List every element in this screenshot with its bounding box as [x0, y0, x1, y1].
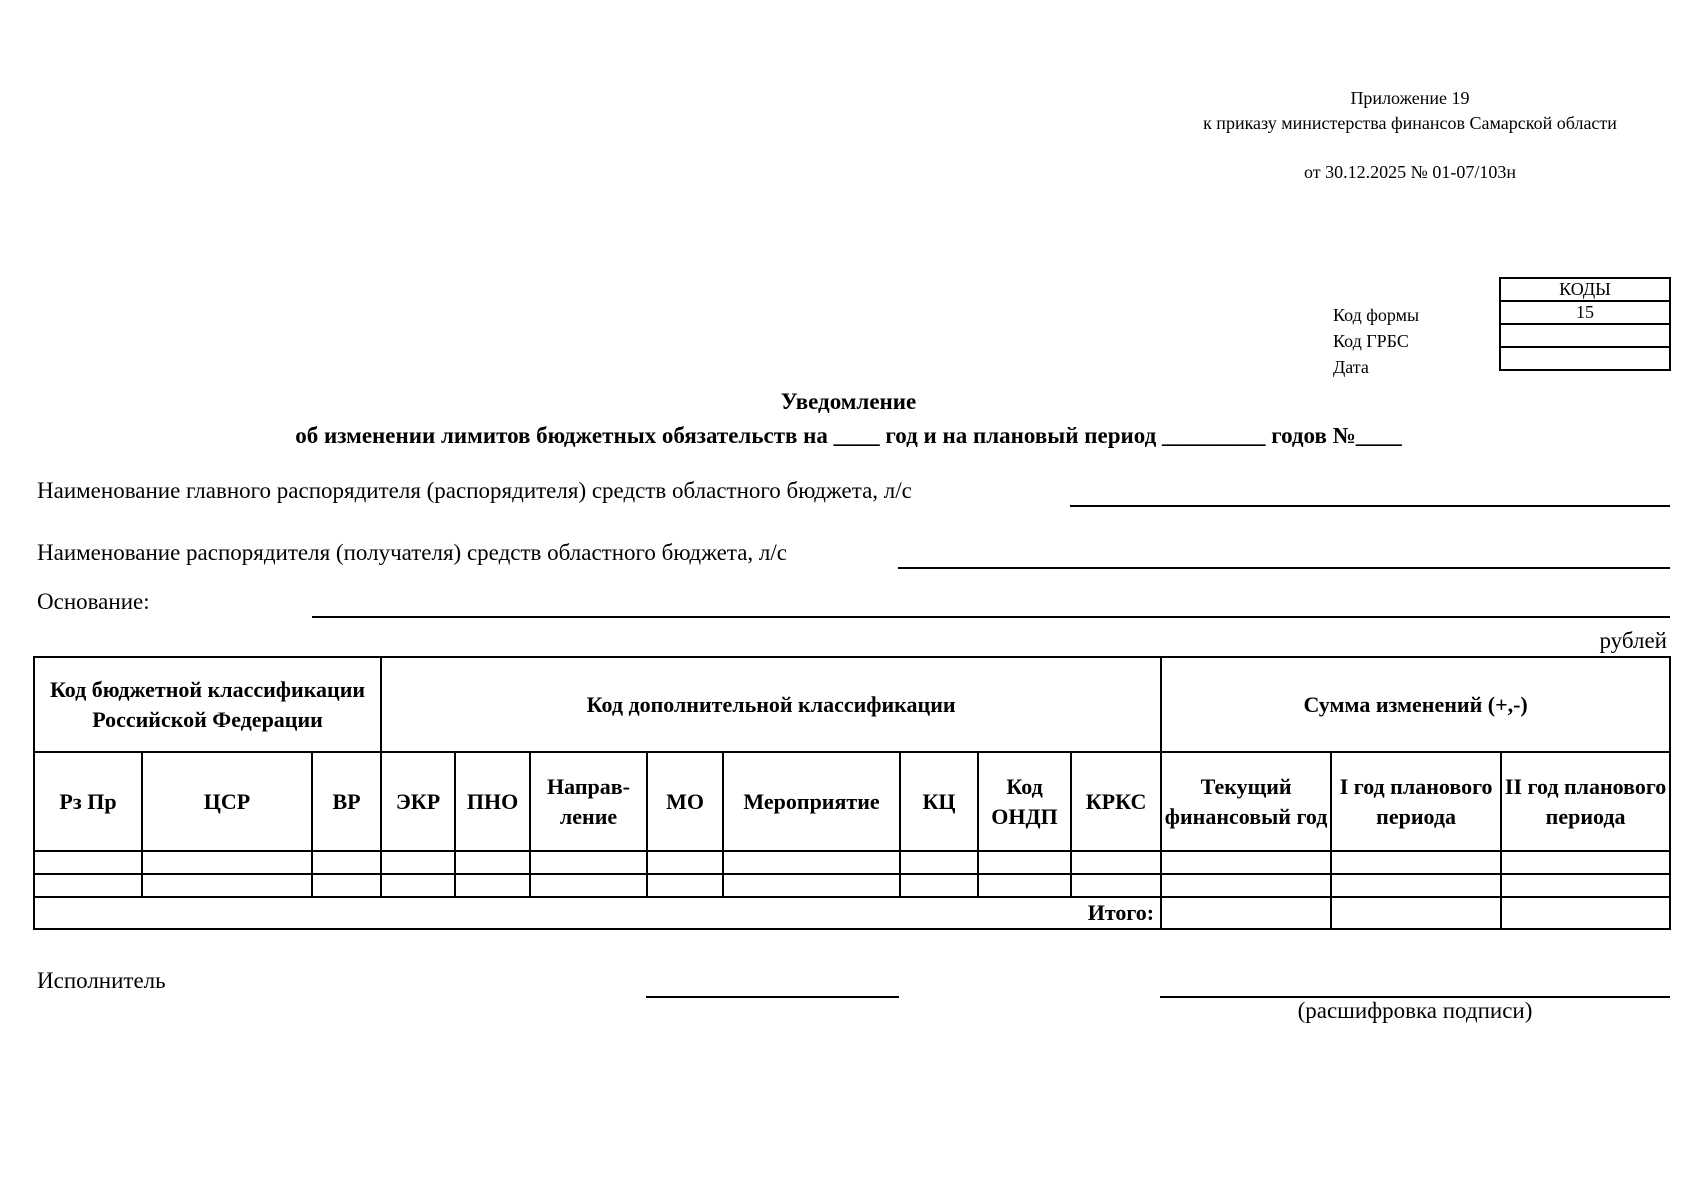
- manager-label: Наименование распорядителя (получателя) средств областного бюджета, л/с: [37, 540, 787, 565]
- total-label: Итого:: [34, 897, 1161, 929]
- col-plan-year-1: I год планового периода: [1331, 752, 1501, 851]
- cell[interactable]: [381, 874, 455, 897]
- col-vr: ВР: [312, 752, 381, 851]
- col-rz-pr: Рз Пр: [34, 752, 142, 851]
- col-ondp: Код ОНДП: [978, 752, 1071, 851]
- total-row: [34, 897, 1670, 929]
- limits-table: [33, 656, 1671, 930]
- cell[interactable]: [312, 851, 381, 874]
- cell[interactable]: [530, 874, 647, 897]
- cell[interactable]: [1501, 851, 1670, 874]
- cell[interactable]: [1071, 874, 1161, 897]
- appendix-date: от 30.12.2025 № 01-07/103н: [1304, 162, 1516, 182]
- main-manager-line[interactable]: [1070, 505, 1670, 507]
- table-row: [34, 851, 1670, 874]
- manager-line[interactable]: [898, 567, 1670, 569]
- table-row: [34, 874, 1670, 897]
- cell[interactable]: [647, 874, 723, 897]
- codes-table: [1499, 277, 1671, 371]
- cell[interactable]: [455, 874, 530, 897]
- decoding-label: (расшифровка подписи): [1297, 998, 1533, 1023]
- cell[interactable]: [455, 851, 530, 874]
- col-event: Мероприятие: [723, 752, 900, 851]
- cell[interactable]: [530, 851, 647, 874]
- unit-label: рублей: [1599, 628, 1667, 653]
- total-current-year[interactable]: [1161, 897, 1331, 929]
- cell[interactable]: [34, 874, 142, 897]
- cell[interactable]: [142, 874, 312, 897]
- code-grbs-value[interactable]: [1500, 324, 1670, 347]
- cell[interactable]: [723, 851, 900, 874]
- col-csr: ЦСР: [142, 752, 312, 851]
- col-plan-year-2: II год планового периода: [1501, 752, 1670, 851]
- col-current-year: Текущий финансовый год: [1161, 752, 1331, 851]
- col-direction: Направ-ление: [530, 752, 647, 851]
- cell[interactable]: [978, 874, 1071, 897]
- cell[interactable]: [978, 851, 1071, 874]
- col-pno: ПНО: [455, 752, 530, 851]
- cell[interactable]: [900, 874, 978, 897]
- cell[interactable]: [142, 851, 312, 874]
- cell[interactable]: [312, 874, 381, 897]
- total-plan-year-1[interactable]: [1331, 897, 1501, 929]
- code-grbs-label: Код ГРБС: [1333, 331, 1409, 351]
- col-ekr: ЭКР: [381, 752, 455, 851]
- code-form-label: Код формы: [1333, 305, 1420, 325]
- col-mo: МО: [647, 752, 723, 851]
- code-form-value[interactable]: 15: [1500, 301, 1670, 324]
- appendix-order: к приказу министерства финансов Самарской области: [1203, 113, 1617, 133]
- main-manager-label: Наименование главного распорядителя (распорядителя) средств областного бюджета, л/с: [37, 478, 912, 503]
- cell[interactable]: [1161, 874, 1331, 897]
- basis-label: Основание:: [37, 589, 150, 614]
- cell[interactable]: [1161, 851, 1331, 874]
- cell[interactable]: [381, 851, 455, 874]
- cell[interactable]: [1071, 851, 1161, 874]
- executor-label: Исполнитель: [37, 968, 166, 993]
- signature-line[interactable]: [646, 996, 899, 998]
- cell[interactable]: [900, 851, 978, 874]
- cell[interactable]: [1331, 874, 1501, 897]
- col-kc: КЦ: [900, 752, 978, 851]
- date-value[interactable]: [1500, 347, 1670, 370]
- cell[interactable]: [1331, 851, 1501, 874]
- document-title: Уведомление: [780, 389, 917, 414]
- appendix-title: Приложение 19: [1350, 88, 1470, 108]
- cell[interactable]: [723, 874, 900, 897]
- cell[interactable]: [1501, 874, 1670, 897]
- sum-group-header: Сумма изменений (+,-): [1161, 657, 1670, 752]
- additional-group-header: Код дополнительной классификации: [381, 657, 1161, 752]
- cell[interactable]: [647, 851, 723, 874]
- kbk-group-header: Код бюджетной классификации Российской Федерации: [34, 657, 381, 752]
- basis-line[interactable]: [312, 616, 1670, 618]
- codes-header: КОДЫ: [1500, 278, 1670, 301]
- date-label: Дата: [1333, 357, 1369, 377]
- col-krks: КРКС: [1071, 752, 1161, 851]
- total-plan-year-2[interactable]: [1501, 897, 1670, 929]
- document-subtitle: об изменении лимитов бюджетных обязательств на ____ год и на плановый период _________ годов №____: [295, 423, 1402, 448]
- cell[interactable]: [34, 851, 142, 874]
